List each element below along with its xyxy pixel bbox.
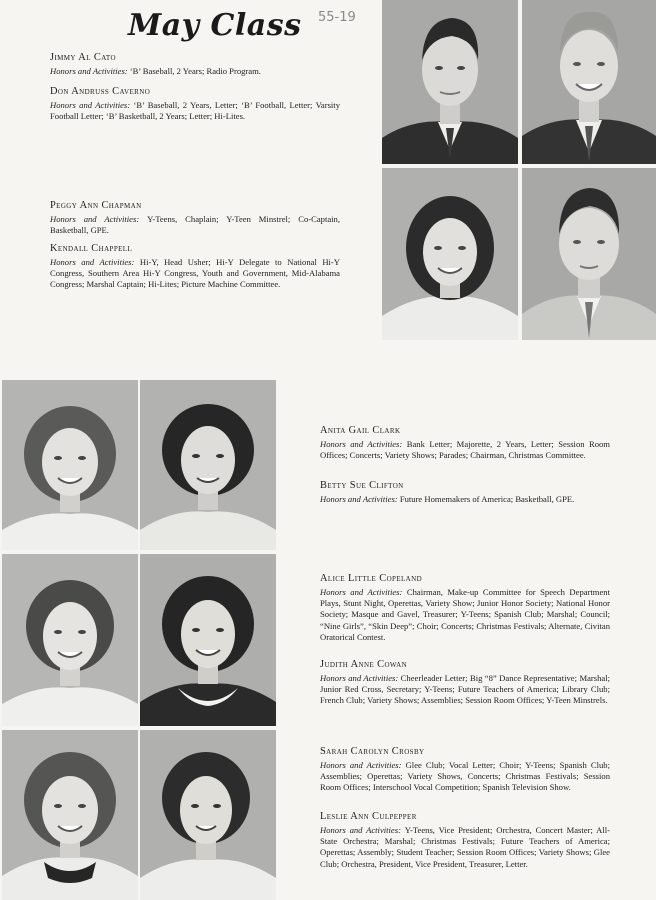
student-portrait-culpepper [140,730,276,900]
student-portrait-chappell [522,168,656,340]
student-name: Peggy Ann Chapman [50,200,142,211]
student-name: Anita Gail Clark [320,425,401,436]
honors-label: Honors and Activities: [320,439,407,449]
honors-label: Honors and Activities: [320,825,405,835]
student-activities: Y-Teens, Vice President; Orchestra, Concert Master; All-State Orchestra; Marshal; Christmas Festivals; Future Teachers of America; Operettas; Assembly; Student Teacher; Session Room Offices; Variety Shows; Glee Club; Orchestra, President, Vice President, Treasurer, Letter. [320,825,610,869]
student-activities: Cheerleader Letter; Big “8” Dance Representative; Marshal; Junior Red Cross, Secretary; Y-Teens; Future Teachers of America; Library Club; French Club; Variety Shows; Assemblies; Session Room Offices; Y-Teen Minstrels. [320,673,610,706]
student-entry [320,811,610,870]
student-name: Jimmy Al Cato [50,52,116,63]
pencil-annotation: 55-19 [318,10,356,25]
honors-label: Honors and Activities: [320,673,401,683]
honors-label: Honors and Activities: [50,66,130,76]
student-activities: ‘B’ Baseball, 2 Years, Letter; ‘B’ Football, Letter; Varsity Football Letter; ‘B’ Basketball, 2 Years; Letter; Hi-Lites. [50,100,340,122]
student-portrait-clifton [140,380,276,550]
student-entry [320,659,610,707]
student-entry [320,480,610,505]
student-name: Leslie Ann Culpepper [320,811,417,822]
student-portrait-caverno [522,0,656,164]
student-activities: Bank Letter; Majorette, 2 Years, Letter; Session Room Offices; Concerts; Variety Shows; Parades; Chairman, Christmas Committee. [320,439,610,461]
student-portrait-cato [382,0,518,164]
student-entry [50,86,340,122]
student-entry [320,425,610,461]
honors-label: Honors and Activities: [50,257,140,267]
honors-label: Honors and Activities: [320,760,406,770]
student-portrait-cowan [140,554,276,726]
honors-label: Honors and Activities: [50,100,134,110]
student-activities: Y-Teens, Chaplain; Y-Teen Minstrel; Co-Captain, Basketball, GPE. [50,214,340,236]
student-portrait-copeland [2,554,138,726]
student-name: Betty Sue Clifton [320,480,404,491]
student-activities: Glee Club; Vocal Letter; Choir; Y-Teens; Spanish Club; Assemblies; Operettas; Variety Shows, Concerts; Christmas Festivals; Session Room Offices; Interschool Vocal Competition; Spanish Television Show. [320,760,610,793]
student-entry [320,746,610,794]
honors-label: Honors and Activities: [50,214,148,224]
student-activities: Chairman, Make-up Committee for Speech Department Plays, Stunt Night, Operettas, Variety Show; Junior Honor Society; National Honor Society; Masque and Gavel, Treasurer; Y-Teens; Spanish Club; Marshal; Council; “Nine Girls”, “Skin Deep”; Choir; Concerts; Christmas Festivals; Alternate, Civitan Oratorical Contest. [320,587,610,642]
honors-label: Honors and Activities: [320,587,407,597]
student-entry [50,52,340,77]
student-entry [320,573,610,643]
student-activities: Future Homemakers of America; Basketball, GPE. [399,494,575,504]
student-portrait-crosby [2,730,138,900]
student-name: Don Andruss Caverno [50,86,151,97]
student-name: Sarah Carolyn Crosby [320,746,425,757]
student-name: Judith Anne Cowan [320,659,408,670]
student-entry [50,243,340,291]
honors-label: Honors and Activities: [320,494,400,504]
student-portrait-chapman [382,168,518,340]
student-entry [50,200,340,236]
student-activities: Hi-Y, Head Usher; Hi-Y Delegate to National Hi-Y Congress, Southern Area Hi-Y Congress, Youth and Government, Mid-Alabama Congress; Marshal Captain; Hi-Lites; Picture Machine Committee. [50,257,340,290]
student-portrait-clark [2,380,138,550]
student-name: Kendall Chappell [50,243,133,254]
student-activities: ‘B’ Baseball, 2 Years; Radio Program. [129,66,261,76]
student-name: Alice Little Copeland [320,573,423,584]
page-title: May Class [128,8,302,43]
